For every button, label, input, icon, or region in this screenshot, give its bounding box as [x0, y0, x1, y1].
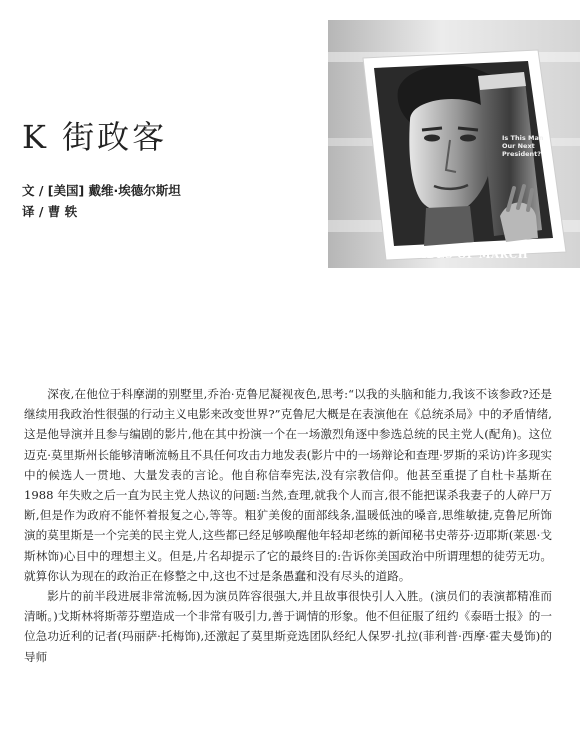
- poster-headline: THE IDES OF MARCH: [390, 249, 529, 261]
- translator-line: 译 / 曹 轶: [22, 204, 78, 219]
- article-title: K 街政客: [22, 118, 168, 156]
- byline: [22, 180, 181, 222]
- article-body: [24, 384, 552, 667]
- author-line: 文 / [美国] 戴维·埃德尔斯坦: [22, 183, 181, 198]
- magazine-cover-text: Is This Man Our Next President?: [502, 134, 544, 158]
- poster-illustration: [328, 20, 580, 268]
- movie-poster-photo: [328, 20, 580, 268]
- body-paragraph: 影片的前半段进展非常流畅,因为演员阵容很强大,并且故事很快引人入胜。(演员们的表演都精准而清晰。)戈斯林将斯蒂芬塑造成一个非常有吸引力,善于调情的形象。他不但征服了纽约《泰晤士报》的一位急功近利的记者(玛丽萨·托梅饰),还激起了莫里斯竞选团队经纪人保罗·扎拉(菲利普·西摩·霍夫曼饰)的导师: [24, 589, 552, 664]
- body-paragraph: 深夜,在他位于科摩湖的别墅里,乔治·克鲁尼凝视夜色,思考:“以我的头脑和能力,我该不该参政?还是继续用我政治性很强的行动主义电影来改变世界?”克鲁尼大概是在表演他在《总统杀局》中的矛盾情绪,这是他导演并且参与编剧的影片,他在其中扮演一个在一场激烈角逐中参选总统的民主党人(配角)。这位迈克·莫里斯州长能够清晰流畅且不具任何攻击力地发表(影片中的一场辩论和查理·罗斯的采访)许多现实中的候选人一贯地、大量发表的言论。他自称信奉宪法,没有宗教信仰。他甚至重提了自杜卡基斯在 1988 年失败之后一直为民主党人热议的问题:当然,查理,就我个人而言,很不能把谋杀我妻子的人碎尸万断,但是作为政府不能怀着报复之心,等等。粗犷美俊的面部线条,温暖低浊的嗓音,思维敏捷,克鲁尼所饰演的莫里斯是一个完美的民主党人,这些都已经足够唤醒他年轻却老练的新闻秘书史蒂芬·迈耶斯(莱恩·戈斯林饰)心目中的理想主义。但是,片名却提示了它的最终目的:告诉你美国政治中所谓理想的徒劳无功。就算你认为现在的政治正在修整之中,这也不过是条愚蠢和没有尽头的道路。: [24, 387, 552, 583]
